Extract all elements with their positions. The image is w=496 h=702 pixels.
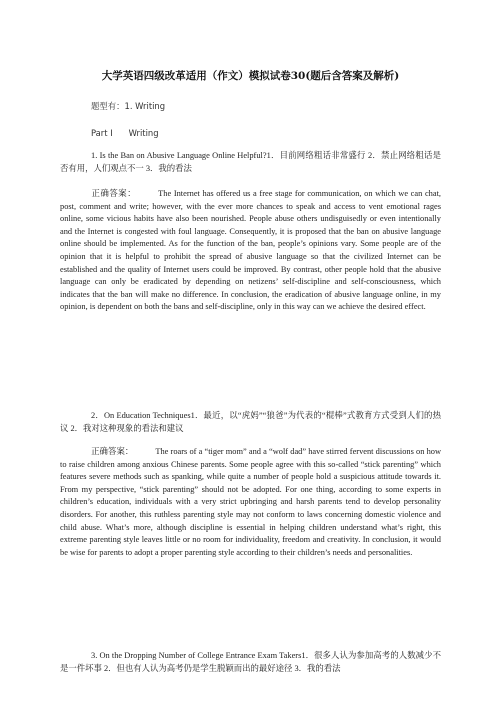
answer-2-label: 正确答案： [91, 446, 134, 456]
question-2-text: 2．On Education Techniques1．最近，以“虎妈”“狼爸”为代表的“棍棒”式教育方式受到人们的热议 2．我对这种现象的看法和建议 [60, 411, 441, 433]
answer-1 [60, 187, 441, 314]
answer-1-label: 正确答案： [91, 188, 137, 198]
answer-2 [60, 445, 441, 559]
question-3-text: 3. On the Dropping Number of College Entrance Exam Takers1．很多人认为参加高考的人数减少不是一件坏事 2．但也有人认为高考仍是学生脱颖而出的最好途径 3．我的看法 [60, 651, 441, 673]
question-3-prompt [60, 650, 441, 675]
question-1-prompt [60, 150, 441, 175]
answer-1-text: The Internet has offered us a free stage for communication, on which we can chat, post, comment and write; however, with the ever more chances to speak and access to vent emotional rages online, some vicious habits have also been nourished. People abuse others undisguisedly or even intentionally and the Internet is congested with foul language. Consequently, it is proposed that the ban on abusive language online should be implemented. As for the function of the ban, people’s opinions vary. Some people are of the opinion that it is helpful to prohibit the spread of abusive language so that the civilized Internet can be established and the quality of Internet users could be improved. By contrast, other people hold that the abusive language can only be eradicated by depending on netizens’ self-discipline and self-consciousness, which indicates that the ban will make no difference. In conclusion, the eradication of abusive language online, in my opinion, is dependent on both the bans and self-discipline, only in this way can we achieve the desired effect. [60, 189, 441, 312]
question-type-line: 题型有：1. Writing [91, 101, 166, 111]
part-heading: Part I Writing [91, 128, 159, 138]
answer-2-text: The roars of a “tiger mom” and a “wolf dad” have stirred fervent discussions on how to raise children among anxious Chinese parents. Some people agree with this so-called “stick parenting” which features severe methods such as spanking, while quite a number of people hold a suspicious attitude towards it. From my perspective, “stick parenting” should not be adopted. For one thing, according to some experts in children’s education, individuals with a very strict upbringing and harsh parents tend to develop personality disorders. For another, this ruthless parenting style may not conform to laws concerning domestic violence and child abuse. What’s more, although discipline is essential in helping children understand what’s right, this extreme parenting style leaves little or no room for individuality, freedom and creativity. In conclusion, it would be wise for parents to adopt a proper parenting style according to their children’s needs and personalities. [60, 447, 441, 557]
question-1-text: 1. Is the Ban on Abusive Language Online Helpful?1．目前网络粗话非常盛行 2．禁止网络粗话是否有用，人们观点不一 3．我的看法 [60, 151, 441, 173]
question-2-prompt [60, 410, 441, 435]
document-title: 大学英语四级改革适用（作文）模拟试卷30(题后含答案及解析) [101, 70, 400, 82]
